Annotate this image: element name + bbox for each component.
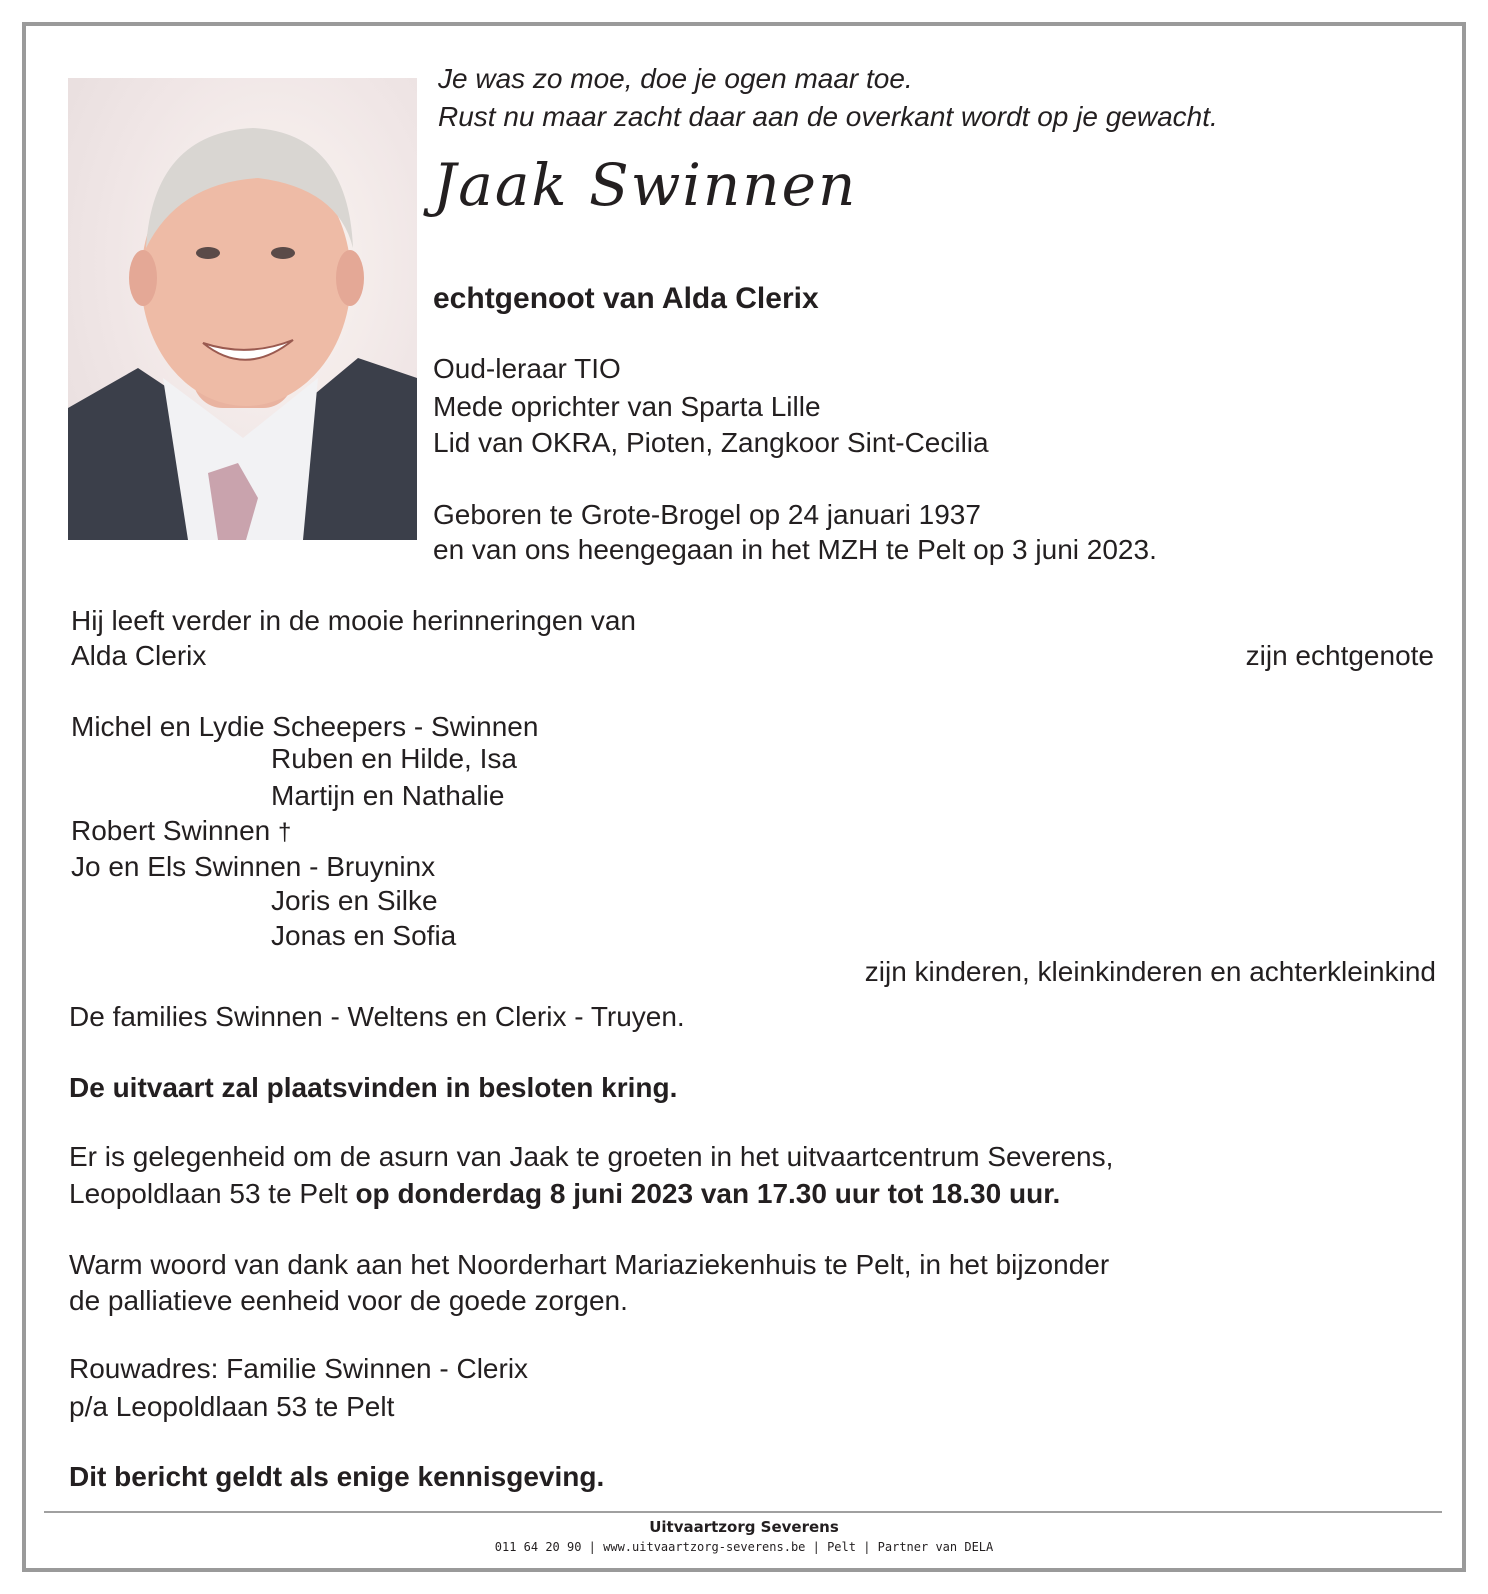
address-line-2: p/a Leopoldlaan 53 te Pelt [69, 1391, 395, 1422]
spouse-name: Alda Clerix [71, 640, 207, 671]
children-role: zijn kinderen, kleinkinderen en achterkleinkind [864, 956, 1436, 987]
role-line-3: Lid van OKRA, Pioten, Zangkoor Sint-Cecilia [433, 427, 989, 458]
birth-line: Geboren te Grote-Brogel op 24 januari 1937 [433, 499, 981, 530]
family-line-ruben: Ruben en Hilde, Isa [271, 743, 517, 774]
portrait-photo [68, 78, 417, 540]
greeting-address: Leopoldlaan 53 te Pelt [69, 1178, 356, 1209]
thanks-line-1: Warm woord van dank aan het Noorderhart Mariaziekenhuis te Pelt, in het bijzonder [69, 1249, 1110, 1280]
greeting-line-1: Er is gelegenheid om de asurn van Jaak te groeten in het uitvaartcentrum Severens, [69, 1141, 1114, 1172]
thanks-line-2: de palliatieve eenheid voor de goede zorgen. [69, 1285, 628, 1316]
footer-company: Uitvaartzorg Severens [649, 1518, 839, 1536]
address-line-1: Rouwadres: Familie Swinnen - Clerix [69, 1353, 529, 1384]
family-intro: Hij leeft verder in de mooie herinneringen van [71, 605, 636, 636]
quote-line-2: Rust nu maar zacht daar aan de overkant wordt op je gewacht. [438, 101, 1218, 132]
footer-contact: 011 64 20 90 | www.uitvaartzorg-severens.be | Pelt | Partner van DELA [494, 1540, 994, 1554]
footer-divider [44, 1511, 1442, 1513]
family-line-jo: Jo en Els Swinnen - Bruyninx [71, 851, 436, 882]
closing-line: Dit bericht geldt als enige kennisgeving. [69, 1461, 605, 1492]
family-line-michel: Michel en Lydie Scheepers - Swinnen [71, 711, 539, 742]
greeting-line-2 [69, 1177, 1060, 1211]
quote-line-1: Je was zo moe, doe je ogen maar toe. [438, 63, 913, 94]
families-line: De families Swinnen - Weltens en Clerix - Truyen. [69, 1001, 685, 1032]
role-line-2: Mede oprichter van Sparta Lille [433, 391, 821, 422]
family-line-robert [71, 814, 291, 850]
family-line-martijn: Martijn en Nathalie [271, 780, 505, 811]
family-line-joris: Joris en Silke [271, 885, 438, 916]
spouse-role: zijn echtgenote [1245, 640, 1434, 671]
deceased-name: Jaak Swinnen [433, 151, 858, 219]
cross-icon: † [278, 819, 292, 846]
funeral-notice: De uitvaart zal plaatsvinden in besloten kring. [69, 1072, 678, 1103]
robert-name: Robert Swinnen [71, 815, 271, 846]
spouse-line: echtgenoot van Alda Clerix [433, 282, 819, 315]
greeting-datetime: op donderdag 8 juni 2023 van 17.30 uur tot 18.30 uur. [355, 1178, 1061, 1209]
role-line-1: Oud-leraar TIO [433, 353, 621, 384]
family-line-jonas: Jonas en Sofia [271, 920, 457, 951]
death-line: en van ons heengegaan in het MZH te Pelt op 3 juni 2023. [433, 534, 1157, 565]
